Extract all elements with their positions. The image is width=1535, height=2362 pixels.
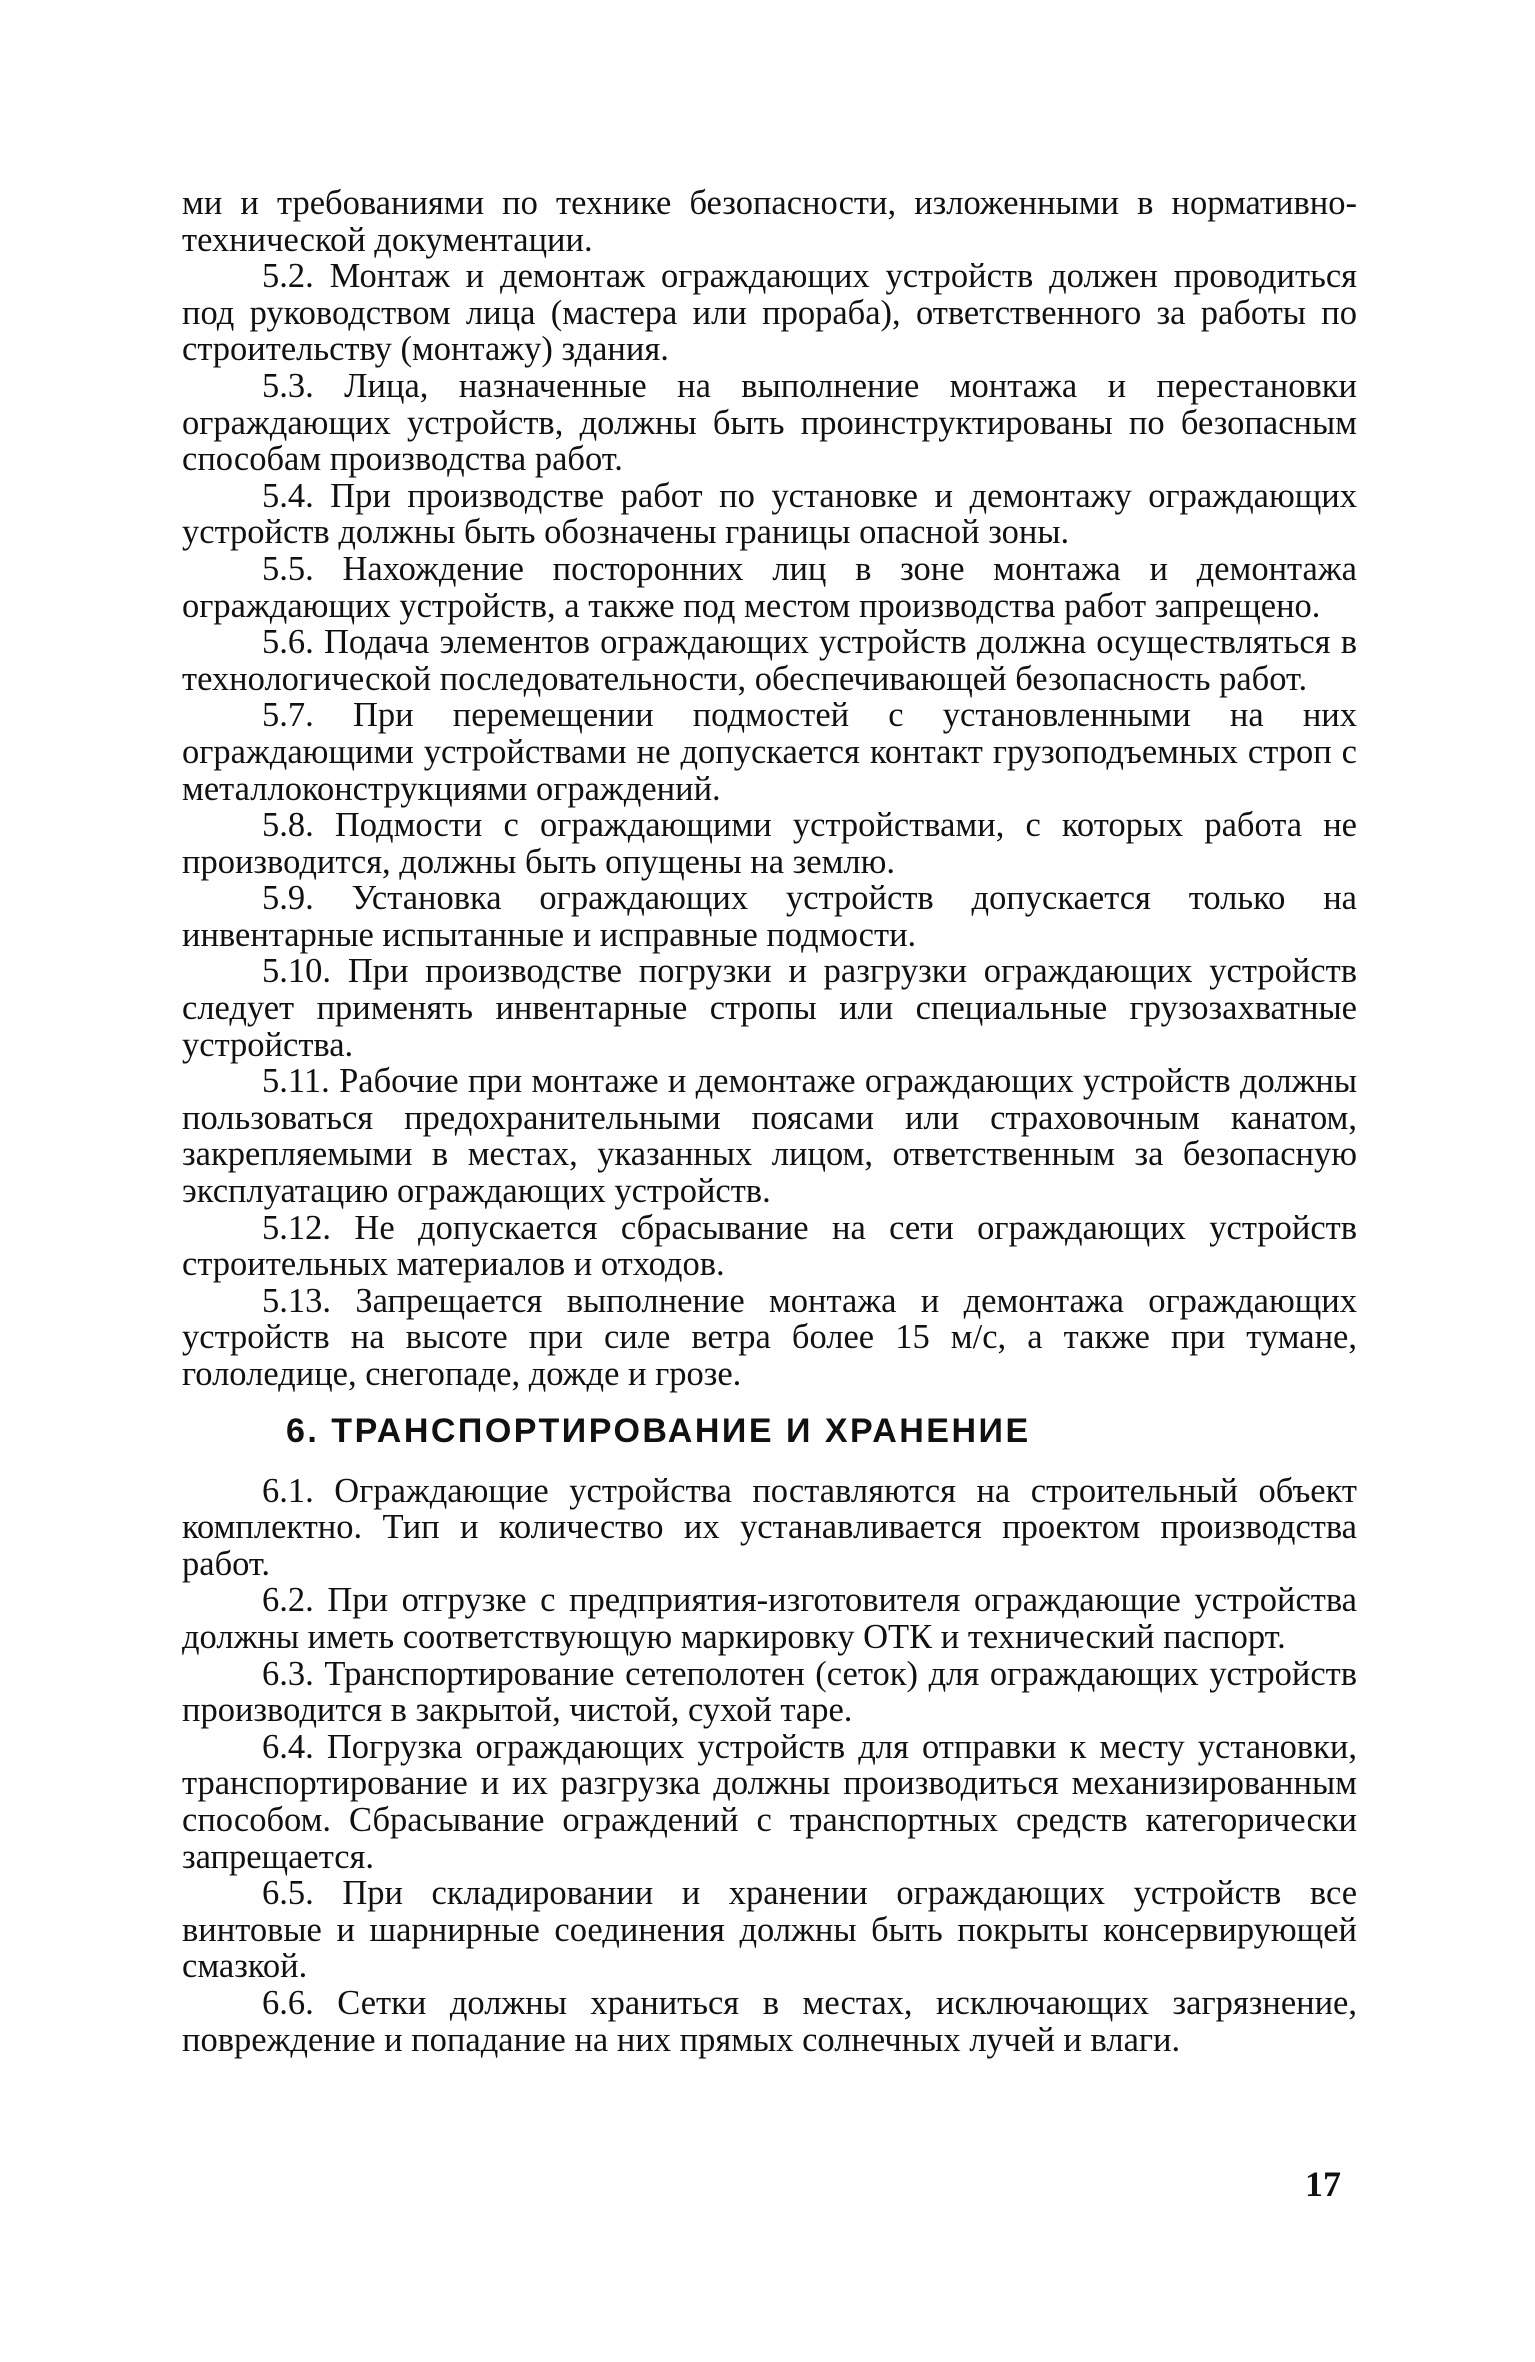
clause-number: 6.3.: [262, 1654, 314, 1693]
clause-text: Установка ограждающих устройств допускается только на инвентарные испытанные и исправные подмости.: [182, 879, 1357, 954]
clause-paragraph: [182, 1656, 1357, 1729]
clause-paragraph: [182, 1875, 1357, 1985]
clause-text: При отгрузке с предприятия-изготовителя ограждающие устройства должны иметь соответствующую маркировку ОТК и технический паспорт.: [182, 1581, 1357, 1656]
clause-number: 5.7.: [262, 696, 314, 735]
clause-paragraph: [182, 880, 1357, 953]
clause-paragraph: [182, 478, 1357, 551]
clause-paragraph: [182, 1985, 1357, 2058]
clause-number: 5.6.: [262, 623, 314, 662]
clause-text: Подмости с ограждающими устройствами, с которых работа не производится, должны быть опущены на землю.: [182, 806, 1357, 881]
clause-number: 5.2.: [262, 257, 314, 296]
clause-number: 6.6.: [262, 1983, 314, 2022]
clause-text: Лица, назначенные на выполнение монтажа и перестановки ограждающих устройств, должны быть проинструктированы по безопасным способам производства работ.: [182, 366, 1357, 479]
clause-text: Подача элементов ограждающих устройств должна осуществляться в технологической последовательности, обеспечивающей безопасность работ.: [182, 623, 1357, 698]
lead-paragraph: ми и требованиями по технике безопасности, изложенными в нормативно-технической документации.: [182, 184, 1357, 259]
clause-number: 5.8.: [262, 806, 314, 845]
clause-paragraph: [182, 368, 1357, 478]
clause-paragraph: [182, 1729, 1357, 1875]
section-5-items: [182, 258, 1357, 1392]
clause-paragraph: [182, 1283, 1357, 1393]
clause-paragraph: [182, 624, 1357, 697]
clause-text: Ограждающие устройства поставляются на строительный объект комплектно. Тип и количество их устанавливается проектом производства работ.: [182, 1471, 1357, 1583]
clause-number: 5.10.: [262, 952, 331, 991]
clause-paragraph: [182, 807, 1357, 880]
clause-text: Монтаж и демонтаж ограждающих устройств должен проводиться под руководством лица (мастера или прораба), ответственного за работы по строительству (монтажу) здания.: [182, 257, 1357, 369]
section-6-heading: 6. ТРАНСПОРТИРОВАНИЕ И ХРАНЕНИЕ: [286, 1411, 1031, 1450]
clause-number: 5.5.: [262, 549, 314, 588]
clause-text: Сетки должны храниться в местах, исключающих загрязнение, повреждение и попадание на них прямых солнечных лучей и влаги.: [182, 1983, 1357, 2059]
clause-text: Нахождение посторонних лиц в зоне монтажа и демонтажа ограждающих устройств, а также под местом производства работ запрещено.: [182, 549, 1357, 625]
clause-number: 6.4.: [262, 1727, 314, 1766]
page-number: 17: [1305, 2164, 1341, 2204]
clause-text: Не допускается сбрасывание на сети ограждающих устройств строительных материалов и отходов.: [182, 1208, 1357, 1284]
clause-text: При производстве погрузки и разгрузки ограждающих устройств следует применять инвентарные стропы или специальные грузозахватные устройства.: [182, 952, 1357, 1064]
clause-number: 5.12.: [262, 1208, 331, 1247]
clause-text: Рабочие при монтаже и демонтаже ограждающих устройств должны пользоваться предохранительными поясами или страховочным канатом, закрепляемыми в местах, указанных лицом, ответственным за безопасную эксплуатацию ограждающих устройств.: [182, 1062, 1358, 1211]
clause-text: При складировании и хранении ограждающих устройств все винтовые и шарнирные соединения должны быть покрыты консервирующей смазкой.: [182, 1874, 1358, 1986]
clause-number: 5.11.: [262, 1062, 330, 1101]
clause-number: 5.9.: [262, 879, 314, 918]
clause-paragraph: [182, 1063, 1357, 1209]
clause-paragraph: [182, 1582, 1357, 1655]
clause-number: 5.3.: [262, 366, 314, 405]
clause-number: 6.5.: [262, 1874, 314, 1913]
clause-paragraph: [182, 697, 1357, 807]
clause-number: 5.4.: [262, 476, 314, 515]
clause-text: Погрузка ограждающих устройств для отправки к месту установки, транспортирование и их разгрузка должны производиться механизированным способом. Сбрасывание ограждений с транспортных средств категорически запрещается.: [182, 1727, 1357, 1876]
section-6-items: [182, 1473, 1357, 2059]
clause-paragraph: [182, 258, 1357, 368]
clause-number: 6.1.: [262, 1471, 314, 1510]
clause-paragraph: [182, 1210, 1357, 1283]
clause-paragraph: [182, 551, 1357, 624]
clause-text: Транспортирование сетеполотен (сеток) для ограждающих устройств производится в закрытой, чистой, сухой таре.: [182, 1654, 1357, 1730]
clause-paragraph: [182, 1473, 1357, 1583]
document-page: [182, 185, 1357, 2058]
clause-paragraph: [182, 953, 1357, 1063]
clause-number: 6.2.: [262, 1581, 314, 1620]
clause-text: При перемещении подмостей с установленными на них ограждающими устройствами не допускается контакт грузоподъемных строп с металлоконструкциями ограждений.: [182, 696, 1358, 808]
clause-number: 5.13.: [262, 1281, 331, 1320]
clause-text: При производстве работ по установке и демонтажу ограждающих устройств должны быть обозначены границы опасной зоны.: [182, 476, 1357, 552]
clause-text: Запрещается выполнение монтажа и демонтажа ограждающих устройств на высоте при силе ветра более 15 м/с, а также при тумане, гололедице, снегопаде, дожде и грозе.: [182, 1281, 1357, 1393]
